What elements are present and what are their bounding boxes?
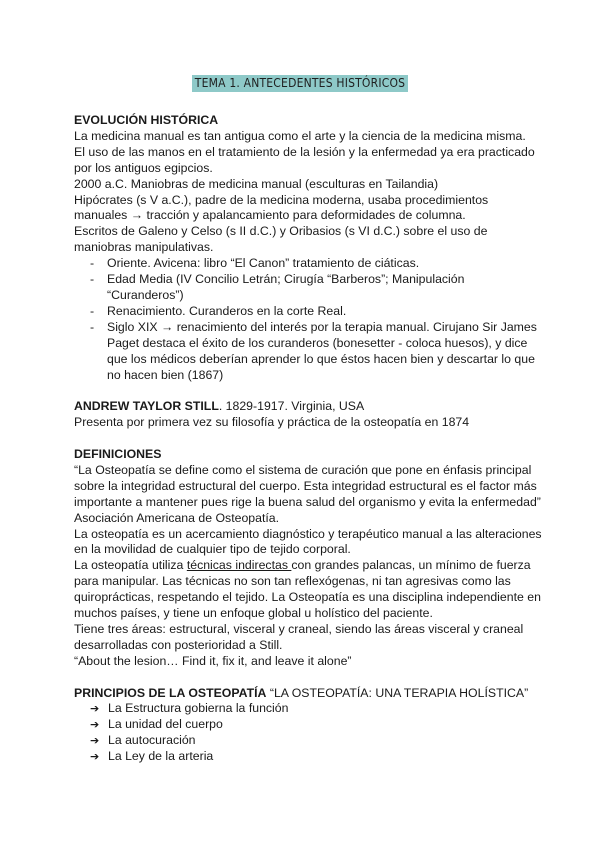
evolucion-paragraph-2: El uso de las manos en el tratamiento de la lesión y la enfermedad ya era practicado por los antiguos egipcios. [74,144,535,175]
document-body [74,113,544,765]
definiciones-heading: DEFINICIONES [74,447,162,461]
list-item: - Edad Media (IV Concilio Letrán; Cirugía “Barberos”; Manipulación “Curanderos”) [74,272,544,304]
definiciones-paragraph-1: “La Osteopatía se define como el sistema de curación que pone en énfasis principal sobre la integridad estructural del cuerpo. Esta integridad estructural es el factor más importante a mantener pues rige la buena salud del organismo y evita la enfermedad” Asociación Americana de Osteopatía. [74,462,541,525]
title-container [0,74,600,92]
spacer [74,383,544,399]
list-item: - Renacimiento. Curanderos en la corte Real. [74,304,544,320]
principios-list [74,701,544,765]
principios-heading-line [74,686,544,702]
section-evolucion [74,113,544,383]
still-line [74,399,544,415]
tecnicas-indirectas-underlined: técnicas indirectas [186,558,292,573]
list-item: ➔ La Ley de la arteria [74,749,544,765]
definiciones-paragraph-2: La osteopatía es un acercamiento diagnóstico y terapéutico manual a las alteraciones en la movilidad de cualquier tipo de tejido corporal. [74,526,542,557]
evolucion-paragraph-3: 2000 a.C. Maniobras de medicina manual (esculturas en Tailandia) [74,176,439,191]
section-still [74,399,544,431]
evolucion-paragraph-1: La medicina manual es tan antigua como el arte y la ciencia de la medicina misma. [74,128,526,143]
list-item: ➔ La autocuración [74,733,544,749]
evolucion-paragraph-5: Escritos de Galeno y Celso (s II d.C.) y Oribasios (s VI d.C.) sobre el uso de maniobras manipulativas. [74,224,488,255]
list-item: - Siglo XIX → renacimiento del interés por la terapia manual. Cirujano Sir James Paget destaca el éxito de los curanderos (bonesetter - coloca huesos), y dice que los médicos deberían aprender lo que éstos hacen bien y descartar lo que no hacen bien (1867) [74,320,544,384]
list-item: ➔ La unidad del cuerpo [74,717,544,733]
definiciones-p3-start: La osteopatía utiliza [74,558,187,573]
definiciones-paragraph-4: Tiene tres áreas: estructural, visceral y craneal, siendo las áreas visceral y craneal desarrolladas con posterioridad a Still. [74,621,524,652]
still-meta: . 1829-1917. Virginia, USA [218,399,365,414]
spacer [74,431,544,447]
still-name: ANDREW TAYLOR STILL [74,399,219,414]
definiciones-paragraph-3 [74,558,544,622]
evolucion-heading: EVOLUCIÓN HISTÓRICA [74,113,219,127]
evolucion-list [74,256,544,383]
list-item: - Oriente. Avicena: libro “El Canon” tratamiento de ciáticas. [74,256,544,272]
section-principios [74,686,544,766]
list-item: ➔ La Estructura gobierna la función [74,701,544,717]
evolucion-paragraph-4: Hipócrates (s V a.C.), padre de la medicina moderna, usaba procedimientos manuales → tracción y apalancamiento para deformidades de columna. [74,192,489,223]
page-title: TEMA 1. ANTECEDENTES HISTÓRICOS [192,75,408,92]
principios-subtitle: “LA OSTEOPATÍA: UNA TERAPIA HOLÍSTICA” [266,685,529,700]
still-paragraph: Presenta por primera vez su filosofía y práctica de la osteopatía en 1874 [74,415,470,430]
section-definiciones [74,447,544,670]
principios-heading: PRINCIPIOS DE LA OSTEOPATÍA [74,685,267,700]
definiciones-p3-end: con grandes palancas, un mínimo de fuerza para manipular. Las técnicas no son tan reflexógenas, ni tan agresivas como las quiroprácticas, respetando el tejido. La Osteopatía es una disciplina independiente en muchos países, y tiene un enfoque global u holístico del paciente. [74,558,541,621]
spacer [74,670,544,686]
definiciones-quote: “About the lesion… Find it, fix it, and leave it alone” [74,653,352,668]
